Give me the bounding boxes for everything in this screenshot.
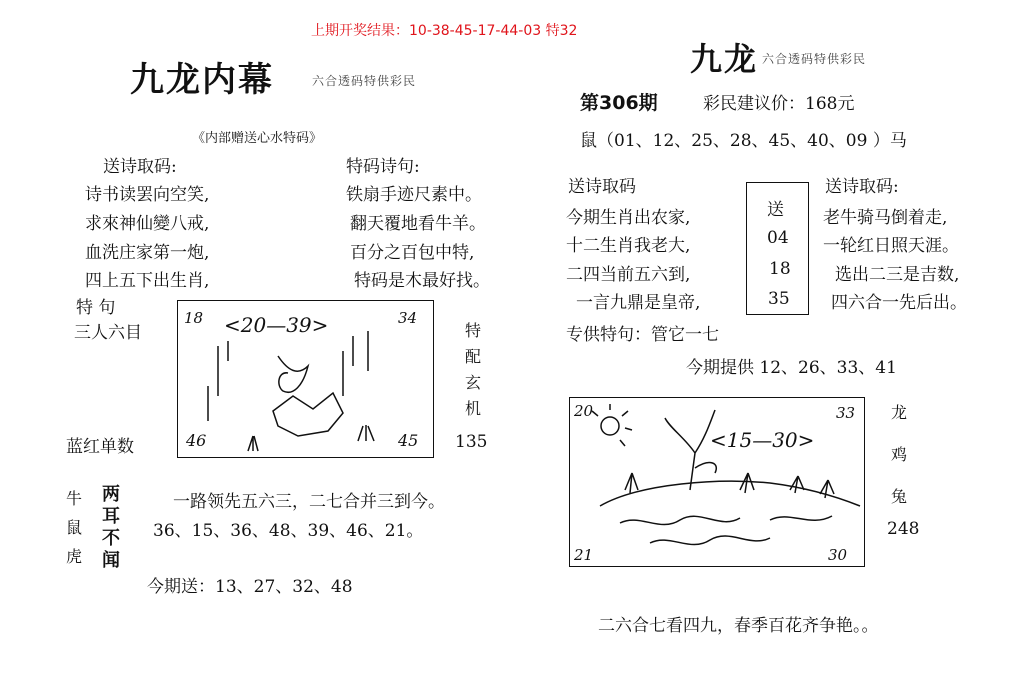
left-box-tr: 34 <box>398 309 418 327</box>
special-line: 专供特句：管它一七 <box>566 325 719 345</box>
left-poem-a-line: 诗书读罢向空笑, <box>85 185 210 205</box>
send-box-item: 04 <box>767 228 789 248</box>
price: 彩民建议价：168元 <box>703 94 855 114</box>
right-hint-drawing <box>570 398 863 565</box>
left-side-num: 135 <box>455 432 488 452</box>
right-poem-a-line: 十二生肖我老大, <box>566 236 691 256</box>
left-poem-a-heading: 送诗取码: <box>103 157 177 177</box>
left-box-range: <20—39> <box>224 313 329 337</box>
right-poem-a-line: 今期生肖出农家, <box>566 208 691 228</box>
left-poem-a-line: 求來神仙變八戒, <box>85 214 210 234</box>
right-side-char: 鸡 <box>890 445 907 464</box>
right-side-num: 248 <box>887 519 920 539</box>
left-title: 九龙内幕 <box>130 60 274 100</box>
left-box-br: 45 <box>398 431 419 450</box>
zodiac-char: 虎 <box>65 547 82 566</box>
liang-er-char: 两 <box>102 484 120 505</box>
left-poem-b-line: 百分之百包中特, <box>350 243 475 263</box>
right-poem-b-line: 四六合一先后出。 <box>831 293 967 313</box>
left-poem-b-line: 铁扇手迹尺素中。 <box>346 185 482 205</box>
right-poem-a-line: 二四当前五六到, <box>566 265 691 285</box>
right-poem-a-line: 一言九鼎是皇帝, <box>576 293 701 313</box>
left-box-bl: 46 <box>186 431 207 450</box>
left-send: 今期送：13、27、32、48 <box>147 577 353 597</box>
send-box-item: 35 <box>768 289 790 309</box>
liang-er-column <box>101 484 121 572</box>
left-box-tl: 18 <box>184 309 204 327</box>
left-title-sub: 六合透码特供彩民 <box>312 74 417 88</box>
left-poem-b-line: 特码是木最好找。 <box>354 271 490 291</box>
right-box-bl: 21 <box>574 546 594 564</box>
left-poem-a-line: 四上五下出生肖, <box>85 271 210 291</box>
period: 第306期 <box>580 92 658 114</box>
sanren-label: 三人六目 <box>74 323 142 343</box>
liang-er-char: 闻 <box>102 550 120 571</box>
liang-er-char: 耳 <box>102 506 120 527</box>
zodiac-column <box>64 484 84 571</box>
left-poem-a-line: 血洗庄家第一炮, <box>85 243 210 263</box>
right-side-column <box>889 392 909 518</box>
provide-line: 今期提供 12、26、33、41 <box>686 358 897 378</box>
right-box-br: 30 <box>828 546 848 564</box>
te-ju-label: 特 句 <box>76 298 116 318</box>
right-hint-box <box>569 397 865 567</box>
left-side-char: 玄 <box>464 373 481 392</box>
right-poem-b-heading: 送诗取码: <box>825 177 899 197</box>
right-poem-a-heading: 送诗取码 <box>568 177 636 197</box>
left-side-column <box>463 318 483 422</box>
left-subtitle: 《内部赠送心水特码》 <box>192 131 323 146</box>
send-box <box>746 182 809 315</box>
right-side-char: 龙 <box>890 403 907 422</box>
rat-line: 鼠（01、12、25、28、45、40、09 ）马 <box>580 131 907 151</box>
right-box-tr: 33 <box>836 404 856 422</box>
zodiac-char: 鼠 <box>65 518 82 537</box>
right-side-char: 兔 <box>890 487 907 506</box>
right-poem-b-line: 选出二三是吉数, <box>835 265 960 285</box>
right-poem-b-line: 老牛骑马倒着走, <box>823 208 948 228</box>
zodiac-char: 牛 <box>65 489 82 508</box>
left-poem-b-line: 翻天覆地看牛羊。 <box>350 214 486 234</box>
left-side-char: 配 <box>464 347 481 366</box>
left-poem-b-heading: 特码诗句: <box>346 157 420 177</box>
left-line1: 一路领先五六三，二七合并三到今。 <box>173 492 445 512</box>
lanhong-label: 蓝红单数 <box>66 437 134 457</box>
right-box-tl: 20 <box>574 402 594 420</box>
left-side-char: 特 <box>464 321 481 340</box>
send-box-item: 18 <box>769 259 791 279</box>
liang-er-char: 不 <box>102 528 120 549</box>
right-title-sub: 六合透码特供彩民 <box>762 52 867 66</box>
right-box-range: <15—30> <box>710 428 815 452</box>
last-result: 上期开奖结果：10-38-45-17-44-03 特32 <box>311 23 578 39</box>
right-footer: 二六合七看四九，春季百花齐争艳。。 <box>598 616 879 636</box>
right-poem-b-line: 一轮红日照天涯。 <box>823 236 959 256</box>
right-title: 九龙 <box>690 40 759 78</box>
left-line2: 36、15、36、48、39、46、21。 <box>153 521 424 541</box>
left-hint-box <box>177 300 434 458</box>
left-side-char: 机 <box>464 399 481 418</box>
send-box-item: 送 <box>767 200 784 220</box>
